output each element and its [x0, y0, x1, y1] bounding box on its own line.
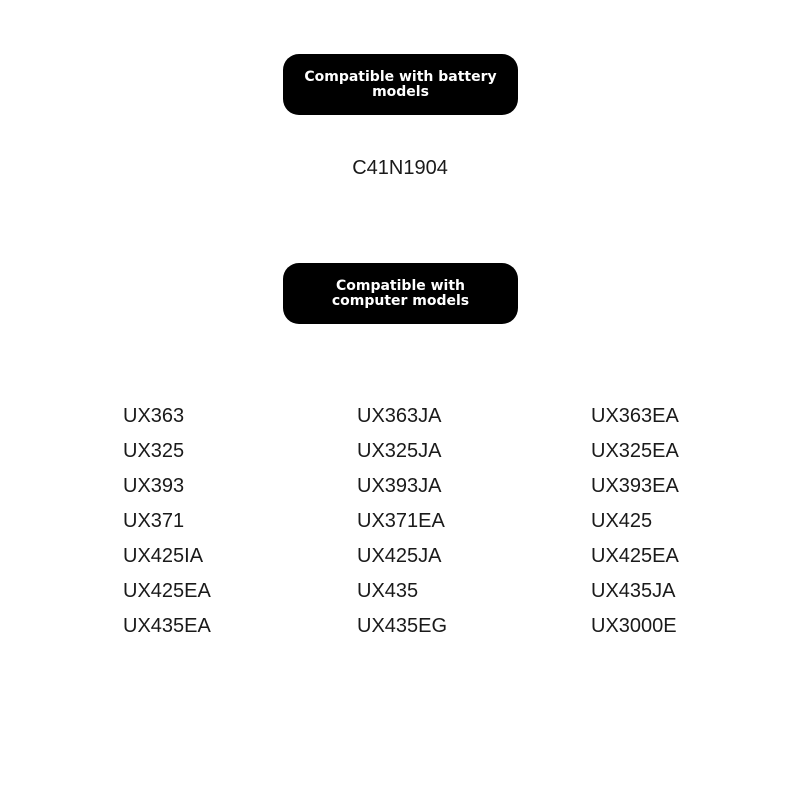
- computer-model-item: UX3000E: [591, 615, 677, 637]
- computer-model-item: UX393JA: [357, 475, 442, 497]
- computer-model-item: UX325: [123, 440, 185, 462]
- computer-models-heading: [283, 263, 518, 324]
- computer-model-item: UX325EA: [591, 440, 679, 462]
- computer-model-item: UX325JA: [357, 440, 442, 462]
- computer-model-item: UX435EG: [357, 615, 448, 637]
- computer-model-item: UX363: [123, 405, 185, 427]
- battery-models-heading-text: Compatible with battery models: [304, 68, 497, 100]
- computer-models-list: [123, 403, 743, 648]
- computer-model-item: UX393: [123, 475, 185, 497]
- computer-model-item: UX425: [591, 510, 653, 532]
- computer-model-item: UX363JA: [357, 405, 442, 427]
- computer-model-item: UX371: [123, 510, 185, 532]
- battery-models-heading: [283, 54, 518, 115]
- computer-model-item: UX425EA: [591, 545, 679, 567]
- computer-model-item: UX425JA: [357, 545, 442, 567]
- computer-model-item: UX425EA: [123, 580, 211, 602]
- computer-model-item: UX371EA: [357, 510, 445, 532]
- computer-model-item: UX435: [357, 580, 419, 602]
- computer-model-item: UX435JA: [591, 580, 676, 602]
- battery-model-code: C41N1904: [352, 157, 448, 179]
- computer-models-heading-text: Compatible with computer models: [331, 277, 470, 309]
- computer-model-item: UX363EA: [591, 405, 679, 427]
- computer-model-item: UX393EA: [591, 475, 679, 497]
- computer-model-item: UX425IA: [123, 545, 204, 567]
- computer-model-item: UX435EA: [123, 615, 211, 637]
